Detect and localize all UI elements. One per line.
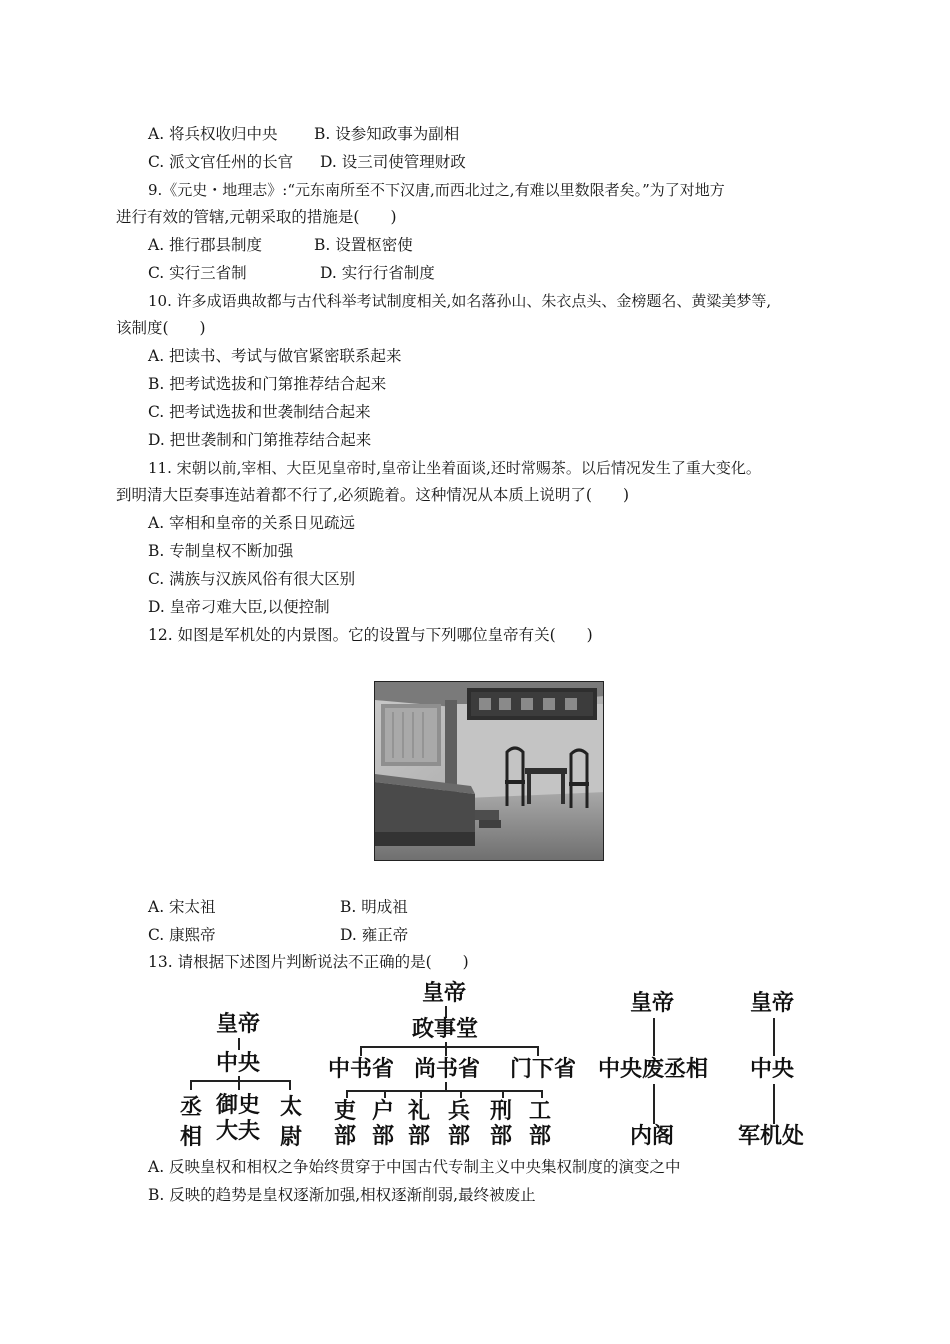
- q12-option-c: C. 康熙帝: [148, 926, 216, 944]
- d4-line: [773, 1018, 775, 1056]
- d2-ministry-justice: 刑部: [490, 1099, 513, 1149]
- q9-stem-line1: 9.《元史・地理志》:“元东南所至不下汉唐,而西北过之,有难以里数限者矣。”为了对地方: [148, 181, 725, 199]
- q13-option-b: B. 反映的趋势是皇权逐渐加强,相权逐渐削弱,最终被废止: [148, 1186, 536, 1204]
- d2-tick: [360, 1046, 362, 1056]
- q11-option-d: D. 皇帝刁难大臣,以便控制: [148, 598, 330, 616]
- d2-ministry-war: 兵部: [448, 1099, 471, 1149]
- d2-ministry-personnel: 吏部: [334, 1099, 357, 1149]
- grand-council-interior-photo: [374, 681, 604, 861]
- q9-option-a: A. 推行郡县制度: [148, 236, 263, 254]
- q10-stem-line1: 10. 许多成语典故都与古代科举考试制度相关,如名落孙山、朱衣点头、金榜题名、黄粱美梦等,: [148, 292, 772, 310]
- q8-option-d: D. 设三司使管理财政: [320, 153, 466, 171]
- q12-option-a: A. 宋太祖: [148, 898, 216, 916]
- q12-option-d: D. 雍正帝: [340, 926, 409, 944]
- d1-tick: [238, 1076, 240, 1090]
- d3-grand-secretariat: 内阁: [630, 1124, 675, 1149]
- d2-tick: [460, 1090, 462, 1098]
- d2-ministry-rites: 礼部: [408, 1099, 431, 1149]
- d2-menxia: 门下省: [510, 1057, 577, 1082]
- d3-emperor: 皇帝: [630, 991, 675, 1016]
- q10-option-a: A. 把读书、考试与做官紧密联系起来: [148, 347, 402, 365]
- d4-central: 中央: [750, 1057, 795, 1082]
- d2-zhengshitang: 政事堂: [412, 1017, 479, 1042]
- d4-line: [773, 1084, 775, 1124]
- q11-option-c: C. 满族与汉族风俗有很大区别: [148, 570, 356, 588]
- d4-grand-council: 军机处: [738, 1124, 805, 1149]
- q9-stem-line2: 进行有效的管辖,元朝采取的措施是( ): [116, 208, 397, 226]
- d2-emperor: 皇帝: [422, 981, 467, 1006]
- d1-grand-commandant: 太尉: [280, 1095, 303, 1150]
- d1-emperor: 皇帝: [216, 1012, 261, 1037]
- d1-branch: [190, 1080, 290, 1082]
- d1-chancellor: 丞相: [180, 1095, 203, 1150]
- d2-tick: [537, 1046, 539, 1056]
- q8-option-c: C. 派文官任州的长官: [148, 153, 294, 171]
- d3-line: [653, 1018, 655, 1056]
- d2-tick: [346, 1090, 348, 1098]
- d2-zhongshu: 中书省: [328, 1057, 395, 1082]
- q10-stem-line2: 该制度( ): [116, 319, 206, 337]
- d2-tick: [420, 1090, 422, 1098]
- q10-option-d: D. 把世袭制和门第推荐结合起来: [148, 431, 372, 449]
- d2-ministry-works: 工部: [529, 1099, 552, 1149]
- d2-branch: [360, 1046, 538, 1048]
- q8-option-a: A. 将兵权收归中央: [148, 125, 278, 143]
- q11-stem-line1: 11. 宋朝以前,宰相、大臣见皇帝时,皇帝让坐着面谈,还时常赐茶。以后情况发生了重大变化。: [148, 459, 761, 477]
- d1-censor: 御史大夫: [216, 1093, 261, 1144]
- q11-option-a: A. 宰相和皇帝的关系日见疏远: [148, 514, 356, 532]
- q10-option-c: C. 把考试选拔和世袭制结合起来: [148, 403, 371, 421]
- d2-tick: [541, 1090, 543, 1098]
- d2-shangshu: 尚书省: [414, 1057, 481, 1082]
- q11-stem-line2: 到明清大臣奏事连站着都不行了,必须跪着。这种情况从本质上说明了( ): [116, 486, 630, 504]
- q9-option-c: C. 实行三省制: [148, 264, 247, 282]
- q8-option-b: B. 设参知政事为副相: [314, 125, 460, 143]
- d1-tick: [190, 1080, 192, 1090]
- q10-option-b: B. 把考试选拔和门第推荐结合起来: [148, 375, 387, 393]
- q13-option-a: A. 反映皇权和相权之争始终贯穿于中国古代专制主义中央集权制度的演变之中: [148, 1158, 681, 1176]
- d4-emperor: 皇帝: [750, 991, 795, 1016]
- d2-tick: [445, 1082, 447, 1090]
- d2-tick: [502, 1090, 504, 1098]
- d2-ministry-revenue: 户部: [372, 1099, 395, 1149]
- d2-tick: [445, 1042, 447, 1056]
- d2-tick: [384, 1090, 386, 1098]
- d3-line: [653, 1084, 655, 1124]
- q9-option-b: B. 设置枢密使: [314, 236, 413, 254]
- q12-option-b: B. 明成祖: [340, 898, 408, 916]
- d1-tick: [289, 1080, 291, 1090]
- d1-line: [238, 1038, 240, 1050]
- q11-option-b: B. 专制皇权不断加强: [148, 542, 294, 560]
- d2-ministry-branch: [346, 1090, 542, 1092]
- q9-option-d: D. 实行行省制度: [320, 264, 435, 282]
- q12-stem: 12. 如图是军机处的内景图。它的设置与下列哪位皇帝有关( ): [148, 626, 593, 644]
- q13-stem: 13. 请根据下述图片判断说法不正确的是( ): [148, 953, 469, 971]
- d3-central-no-chancellor: 中央废丞相: [598, 1057, 709, 1082]
- d1-central: 中央: [216, 1051, 261, 1076]
